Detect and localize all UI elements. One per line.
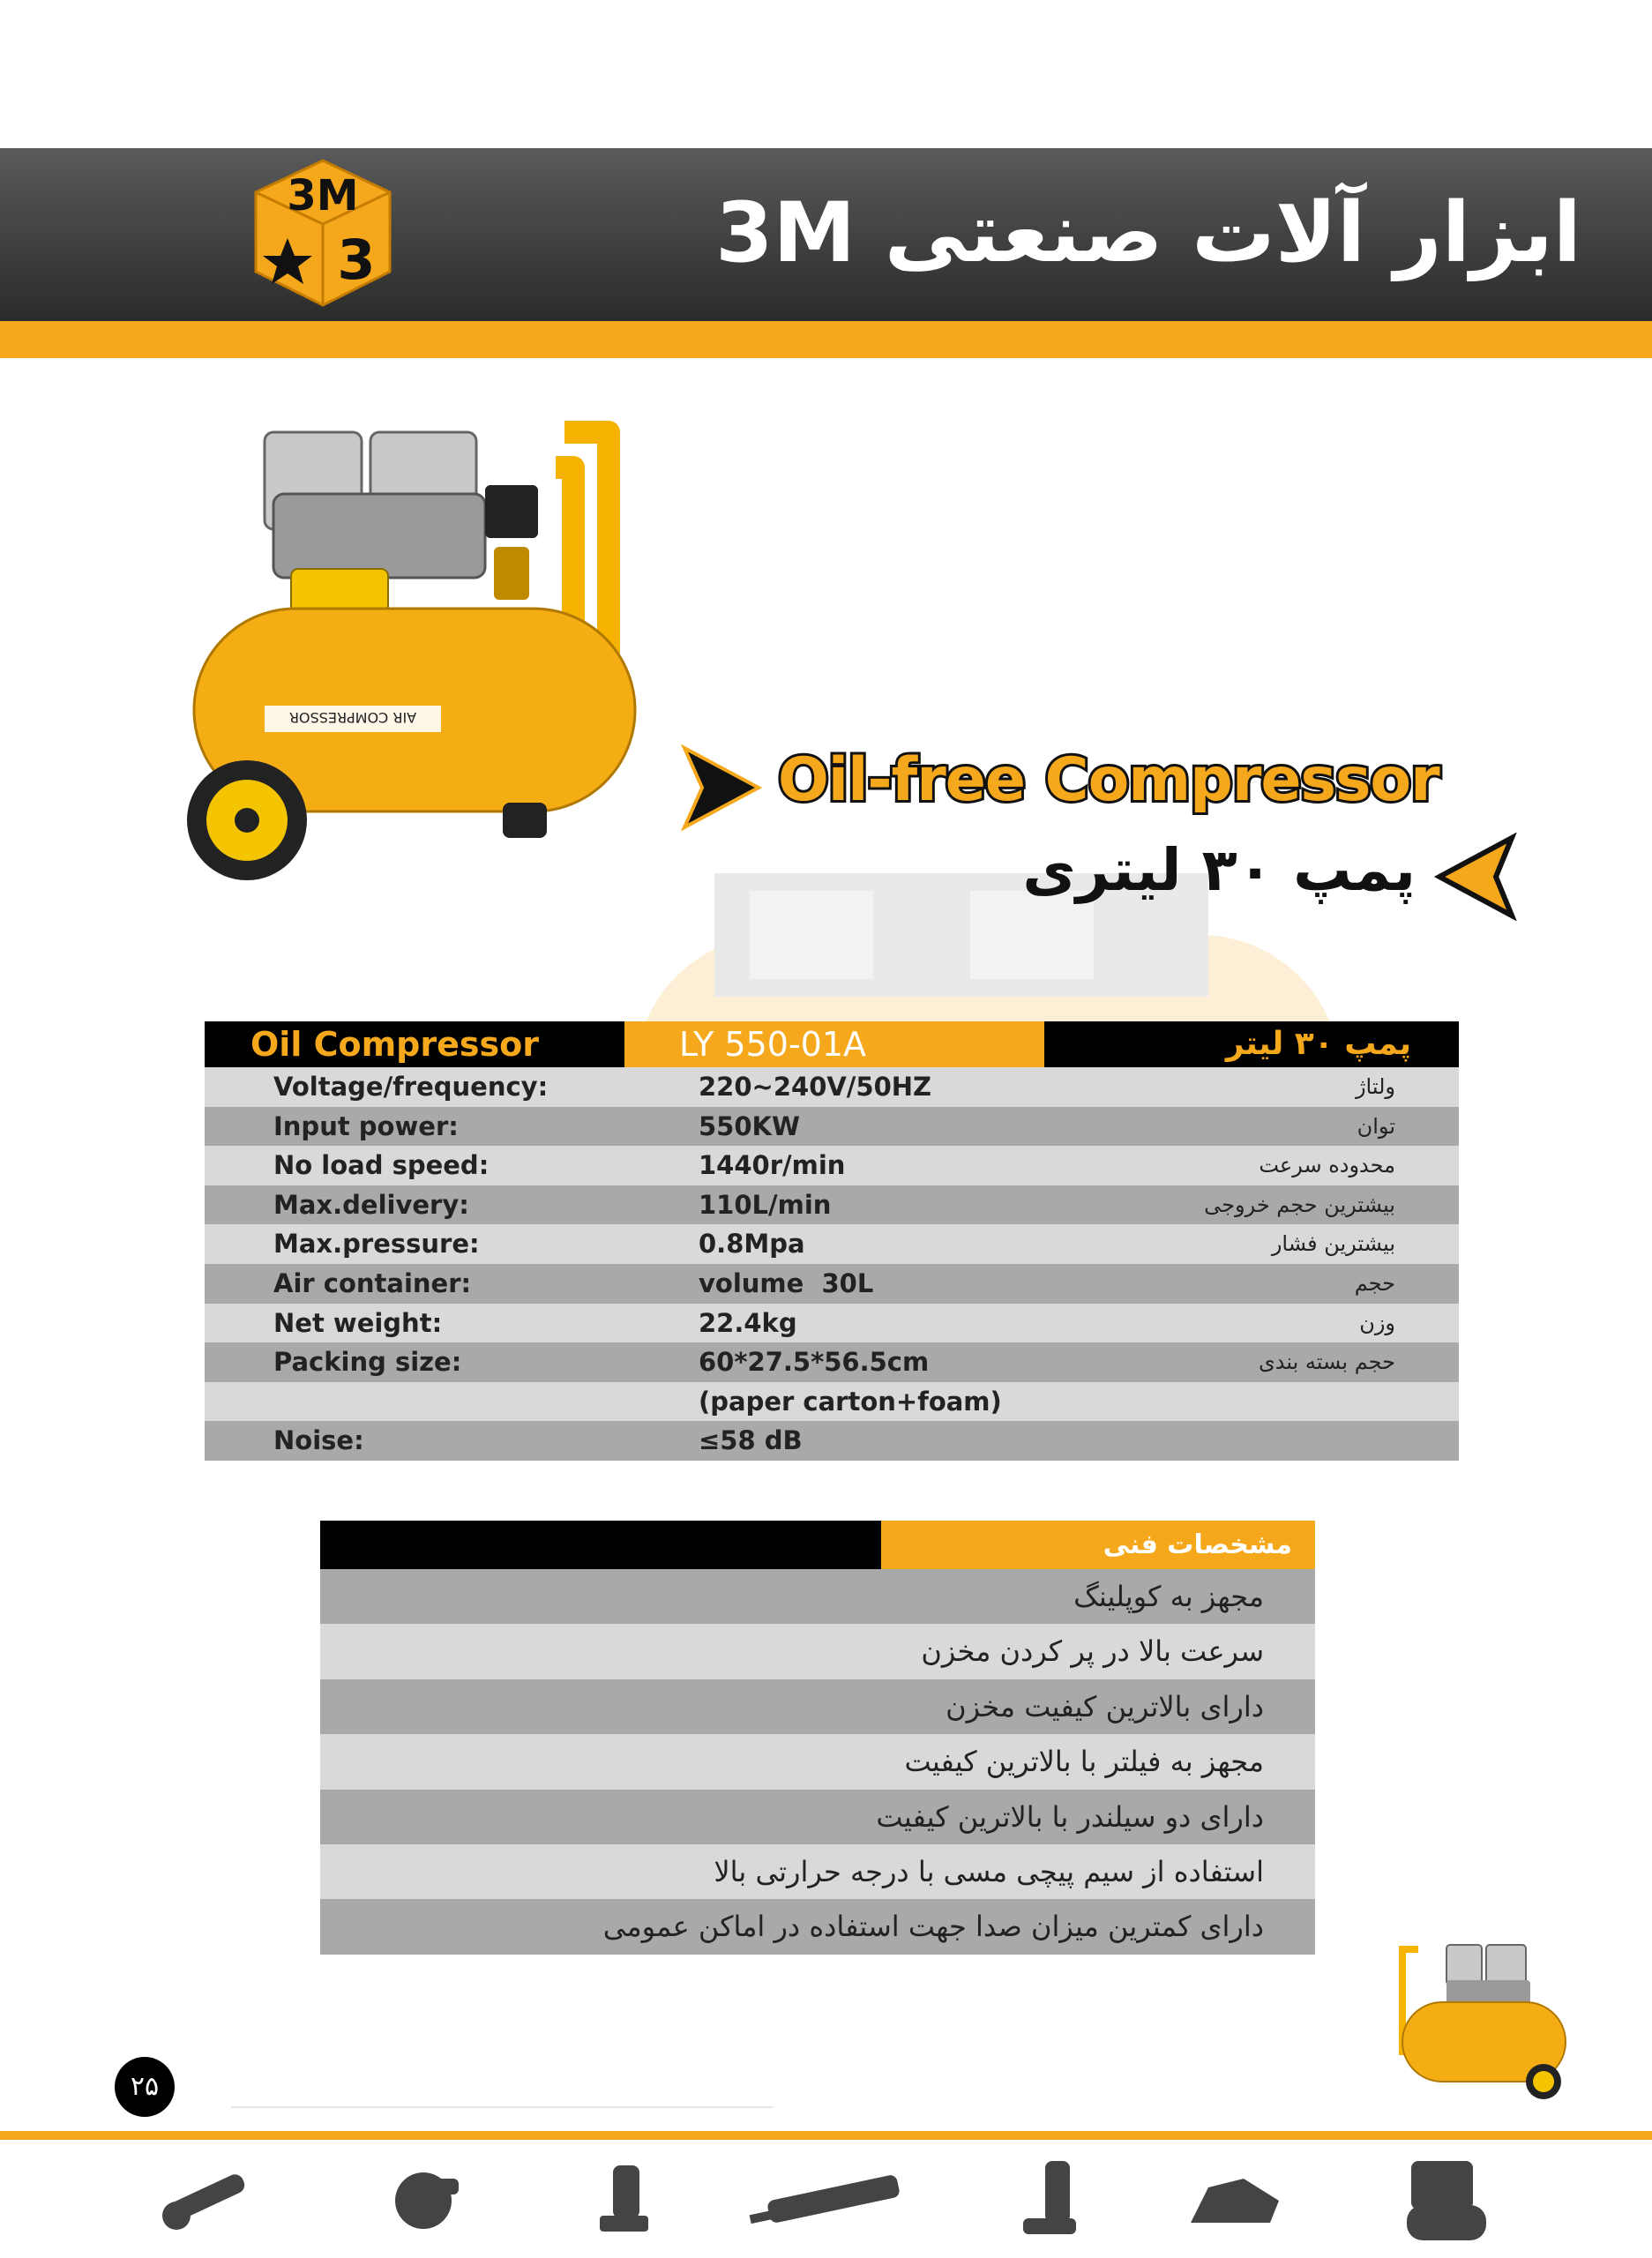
- arrow-left-icon: [1434, 833, 1517, 921]
- svg-text:3: 3: [337, 228, 376, 292]
- spec-label-fa: حجم بسته بندی: [1258, 1350, 1395, 1375]
- spec-header-fa: پمپ ۳۰ لیتر: [1044, 1021, 1459, 1067]
- table-row: [205, 1342, 1459, 1382]
- spec-label: Input power:: [273, 1110, 459, 1141]
- divider: [231, 2106, 773, 2108]
- planer-icon: [1191, 2179, 1279, 2223]
- spec-value: (paper carton+foam): [699, 1386, 1002, 1417]
- features-header: [320, 1521, 1315, 1569]
- rotary-hammer-icon: [1023, 2161, 1076, 2234]
- spec-label: Voltage/frequency:: [273, 1072, 549, 1102]
- jigsaw-icon: [600, 2165, 648, 2232]
- spec-label-fa: ولتاژ: [1355, 1074, 1395, 1099]
- spec-value: 110L/min: [699, 1189, 832, 1220]
- spec-label: Max.delivery:: [273, 1189, 469, 1220]
- spec-value: 60*27.5*56.5cm: [699, 1347, 930, 1378]
- table-row: [205, 1224, 1459, 1264]
- compressor-image: [176, 415, 670, 891]
- table-row: [205, 1146, 1459, 1185]
- svg-text:3M: 3M: [287, 171, 359, 221]
- spec-value: volume 30L: [699, 1267, 874, 1298]
- list-item: مجهز به کوپلینگ: [320, 1569, 1315, 1624]
- compressor-icon: [1407, 2161, 1486, 2240]
- table-row: [205, 1382, 1459, 1422]
- table-row: [205, 1185, 1459, 1225]
- list-item: دارای دو سیلندر با بالاترین کیفیت: [320, 1790, 1315, 1844]
- features-list: [320, 1521, 1315, 1955]
- product-heading-fa: پمپ ۳۰ لیتری: [1022, 836, 1416, 904]
- spec-table: [205, 1021, 1459, 1461]
- list-item: استفاده از سیم پیچی مسی با درجه حرارتی بالا: [320, 1844, 1315, 1899]
- spec-label-fa: وزن: [1359, 1310, 1395, 1335]
- table-row: [205, 1304, 1459, 1343]
- table-row: [205, 1107, 1459, 1147]
- brand-logo: [249, 157, 397, 309]
- page-number: ۲۵: [115, 2057, 175, 2117]
- demolition-hammer-icon: [750, 2174, 901, 2224]
- spec-label-fa: حجم: [1354, 1270, 1395, 1296]
- list-item: دارای بالاترین کیفیت مخزن: [320, 1679, 1315, 1734]
- footer-accent-stripe: [0, 2131, 1652, 2140]
- spec-label-fa: بیشترین حجم خروجی: [1204, 1192, 1395, 1217]
- circular-saw-icon: [395, 2172, 459, 2229]
- spec-label-fa: بیشترین فشار: [1271, 1231, 1395, 1257]
- page-title: ابزار آلات صنعتی 3M: [715, 185, 1581, 281]
- spec-value: 550KW: [699, 1110, 800, 1141]
- spec-label-fa: توان: [1357, 1113, 1395, 1139]
- spec-header-type: Oil Compressor: [205, 1021, 624, 1067]
- spec-label: Noise:: [273, 1425, 364, 1456]
- spec-label: Air container:: [273, 1267, 472, 1298]
- spec-table-header: [205, 1021, 1459, 1067]
- spec-label: Max.pressure:: [273, 1229, 480, 1260]
- list-item: سرعت بالا در پر کردن مخزن: [320, 1624, 1315, 1679]
- spec-label-fa: محدوده سرعت: [1259, 1153, 1395, 1178]
- table-row: [205, 1421, 1459, 1461]
- spec-value: ≤58 dB: [699, 1425, 803, 1456]
- spec-value: 220~240V/50HZ: [699, 1072, 932, 1102]
- spec-label: Packing size:: [273, 1347, 462, 1378]
- table-row: [205, 1067, 1459, 1107]
- spec-label: Net weight:: [273, 1307, 443, 1338]
- table-row: [205, 1264, 1459, 1304]
- spec-value: 22.4kg: [699, 1307, 797, 1338]
- features-header-bar: [320, 1521, 881, 1569]
- list-item: دارای کمترین میزان صدا جهت استفاده در اماکن عمومی: [320, 1899, 1315, 1954]
- compressor-thumbnail: [1394, 1932, 1570, 2108]
- product-heading-en: Oil-free Compressor: [778, 745, 1439, 815]
- arrow-right-icon: [677, 743, 766, 833]
- list-item: مجهز به فیلتر با بالاترین کیفیت: [320, 1734, 1315, 1789]
- spec-value: 1440r/min: [699, 1150, 846, 1181]
- spec-header-model: LY 550-01A: [624, 1021, 1044, 1067]
- svg-text:AIR COMPRESSOR: AIR COMPRESSOR: [288, 709, 417, 726]
- features-title: مشخصات فنی: [881, 1521, 1315, 1569]
- header-accent-stripe: [0, 321, 1652, 358]
- angle-grinder-icon: [162, 2172, 247, 2230]
- spec-label: No load speed:: [273, 1150, 490, 1181]
- tools-strip: [132, 2152, 1544, 2249]
- spec-value: 0.8Mpa: [699, 1229, 805, 1260]
